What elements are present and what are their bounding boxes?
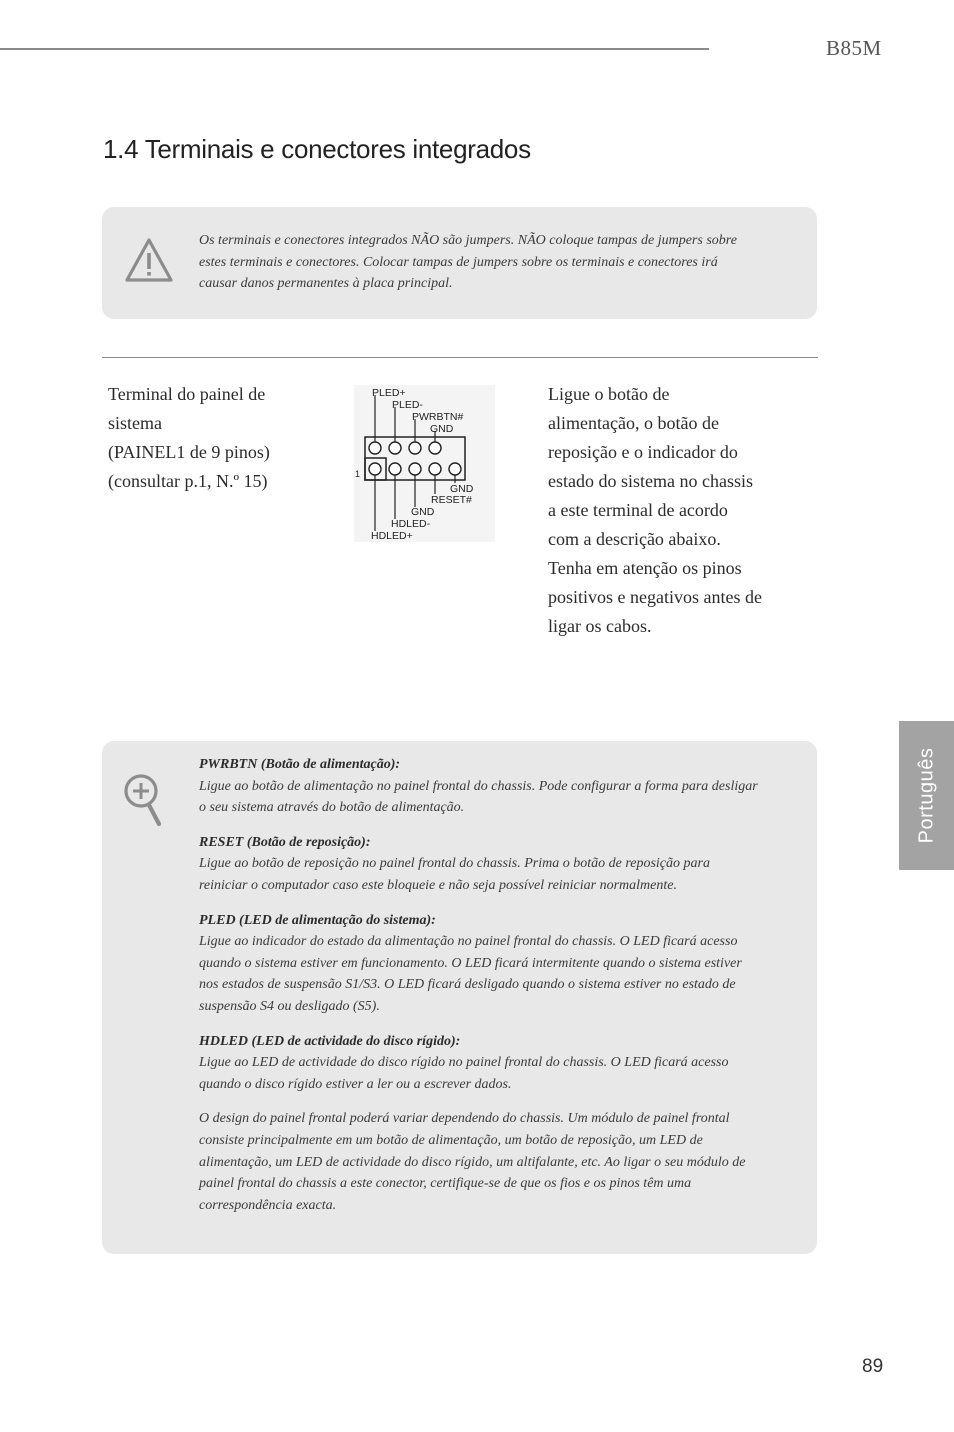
info-item-front-panel-note: [199, 1108, 759, 1216]
description-line: Terminal do painel de: [108, 384, 266, 404]
info-item-text: Ligue ao LED de actividade do disco rígido no painel frontal do chassis. O LED ficará acesso quando o disco rígido estiver a ler ou a escrever dados.: [199, 1055, 729, 1092]
warning-text: Os terminais e conectores integrados NÃO são jumpers. NÃO coloque tampas de jumpers sobre estes terminais e conectores. Colocar tampas de jumpers sobre os terminais e conectores irá causar danos permanentes à placa principal.: [199, 233, 737, 292]
info-item-text: Ligue ao botão de alimentação no painel frontal do chassis. Pode configurar a forma para desligar o seu sistema através do botão de alimentação.: [199, 778, 758, 816]
pin-label-pled-plus: PLED+: [372, 387, 406, 399]
pin-label-hdled-plus: HDLED+: [371, 530, 413, 542]
pin-label-hdled-minus: HDLED-: [391, 518, 431, 530]
section-divider: [102, 357, 818, 358]
pin-label-reset: RESET#: [431, 494, 472, 506]
pin-label-pwrbtn: PWRBTN#: [412, 411, 464, 423]
info-item-text: Ligue ao indicador do estado da alimentação no painel frontal do chassis. O LED ficará acesso quando o sistema estiver em funcionamento. O LED ficará intermitente quando o sistema estiver nos estados de suspensão S1/S3. O LED ficará desligado quando o sistema estiver no estado de suspensão S4 ou desligado (S5).: [199, 934, 742, 1014]
info-item-text: O design do painel frontal poderá variar dependendo do chassis. Um módulo de painel frontal consiste principalmente em um botão de alimentação, um botão de reposição, um LED de alimentação, um LED de actividade do disco rígido, um altifalante, etc. Ao ligar o seu módulo de painel frontal do chassis a este conector, certifique-se de que os fios e os pinos têm uma correspondência exacta.: [199, 1111, 746, 1213]
info-item-hdled: [199, 1031, 759, 1096]
info-item-title: RESET (Botão de reposição):: [199, 834, 371, 850]
magnifier-plus-icon: [122, 772, 166, 828]
description-line: (consultar p.1, N.º 15): [108, 471, 268, 491]
page-number: 89: [862, 1356, 884, 1377]
pin-label-gnd-top: GND: [430, 423, 454, 435]
info-item-pled: [199, 910, 759, 1018]
info-item-title: PLED (LED de alimentação do sistema):: [199, 912, 436, 928]
pin-label-gnd-bottom-1: GND: [450, 483, 474, 495]
pin-label-gnd-bottom-2: GND: [411, 506, 435, 518]
header-rule: [0, 48, 709, 50]
model-name: B85M: [826, 36, 882, 60]
language-tab-label: Português: [915, 747, 938, 844]
pin-label-pled-minus: PLED-: [392, 399, 423, 411]
info-item-text: Ligue ao botão de reposição no painel frontal do chassis. Prima o botão de reposição para reiniciar o computador caso este bloqueie e não seja possível reiniciar normalmente.: [199, 856, 710, 893]
description-line: (PAINEL1 de 9 pinos): [108, 442, 270, 462]
info-item-title: HDLED (LED de actividade do disco rígido):: [199, 1033, 461, 1049]
language-side-tab: [899, 721, 954, 870]
pin-one-marker: 1: [355, 469, 361, 479]
panel-header-pin-diagram: [354, 385, 495, 542]
info-content: [199, 754, 759, 1229]
info-item-reset: [199, 832, 759, 897]
info-item-pwrbtn: [199, 754, 759, 819]
section-title: 1.4 Terminais e conectores integrados: [103, 134, 531, 164]
panel-header-instructions: Ligue o botão de alimentação, o botão de reposição e o indicador do estado do sistema no chassis a este terminal de acordo com a descrição abaixo. Tenha em atenção os pinos positivos e negativos antes de ligar os cabos.: [548, 384, 762, 636]
panel-header-description: [108, 380, 328, 496]
warning-triangle-icon: [124, 237, 174, 283]
info-item-title: PWRBTN (Botão de alimentação):: [199, 757, 401, 772]
description-line: sistema: [108, 413, 162, 433]
